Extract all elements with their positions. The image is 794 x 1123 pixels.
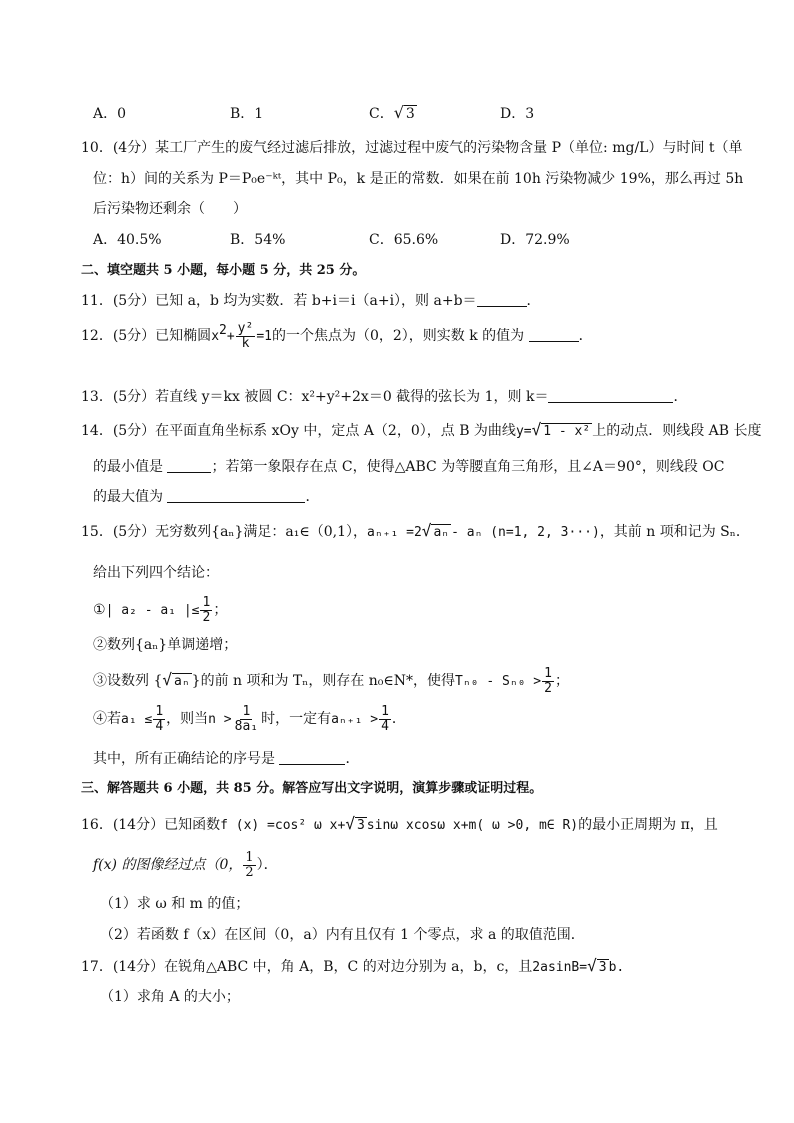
answer-blank [529,329,579,342]
q10-option-a: A．40.5% [93,232,162,248]
q14-line3: 的最大值为 ． [93,489,320,505]
q15-intro: 给出下列四个结论： [93,565,219,581]
q16-part1: （1）求 ω 和 m 的值； [100,896,250,912]
sqrt-symbol: √ 1 - x² [531,420,591,439]
fraction: $\frac{1}{2}$ [245,850,254,880]
q10-line3: 后污染物还剩余（ ） [93,201,247,217]
q10-option-d: D．72.9% [500,232,570,248]
q16-part2: （2）若函数 f（x）在区间（0，a）内有且仅有 1 个零点，求 a 的取值范围． [100,927,585,943]
q10-option-c: C．65.6% [369,232,439,248]
q9-option-a: A．0 [93,106,127,122]
answer-blank [167,490,305,503]
q15-conclusion-2: ②数列{aₙ}单调递增； [93,637,238,653]
q15-ask: 其中，所有正确结论的序号是 ． [93,751,360,767]
q17-line1: 17．(14分）在锐角△ABC 中，角 A，B，C 的对边分别为 a，b，c，且2asinB=√ 3 b. [81,956,625,975]
q10-line1: 10．(4分）某工厂产生的废气经过滤后排放，过滤过程中废气的污染物含量 P（单位: mg/L）与时间 t（单 [81,140,743,156]
q10-option-b: B．54% [230,232,286,248]
sqrt-symbol: √ 3 [393,103,415,122]
fraction: $\frac{1}{2}$ [202,595,211,625]
fraction: $\frac{1}{4}$ [155,704,164,734]
q15-conclusion-1: ①| a₂ - a₁ |≤ $\frac{1}{2}$ ； [93,595,228,625]
q16-line2: f(x) 的图像经过点（0， $\frac{1}{2}$ ）． [93,850,278,880]
answer-blank [477,294,527,307]
answer-blank [167,460,211,473]
fraction: $\frac{\text{y²}}{k}$ [237,321,254,351]
answer-blank [548,390,673,403]
q15-line1: 15．(5分）无穷数列{aₙ}满足：a₁∈（0,1），aₙ₊₁ =2√ aₙ - aₙ (n=1, 2, 3···)，其前 n 项和记为 Sₙ． [81,521,750,540]
q13: 13．(5分）若直线 y＝kx 被圆 C：x²+y²+2x＝0 截得的弦长为 1，则 k＝ ． [81,389,688,405]
q10-line2: 位：h）间的关系为 P＝P₀e⁻ᵏᵗ，其中 P₀，k 是正的常数．如果在前 10h 污染物减少 19%，那么再过 5h [93,171,744,187]
sqrt-symbol: √ 3 [345,814,365,833]
sqrt-symbol: √ 3 [587,956,607,975]
q11: 11．(5分）已知 a，b 均为实数．若 b+i＝i（a+i），则 a+b＝ ． [81,293,541,309]
q14-line2: 的最小值是 ；若第一象限存在点 C，使得△ABC 为等腰直角三角形，且∠A＝90°，则线段 OC [93,459,725,475]
q9-option-b: B．1 [230,106,264,122]
q12: 12．(5分）已知椭圆x2+ $\frac{\text{y²}}{k}$ =1的一个焦点为（0，2），则实数 k 的值为 ． [81,321,593,351]
q15-conclusion-3: ③设数列 {√ aₙ }的前 n 项和为 Tₙ，则存在 n₀∈N*，使得Tₙ₀ - Sₙ₀ > $\frac{1}{2}$ ； [93,666,569,696]
q17-part1: （1）求角 A 的大小； [100,989,240,1005]
q9-option-d: D．3 [500,106,535,122]
q15-conclusion-4: ④若a₁ ≤ $\frac{1}{4}$ ，则当n > $\frac{1}{\text{8a₁}}$ 时，一定有aₙ₊₁ > $\frac{1}{4}$ ． [93,704,406,734]
fraction: $\frac{1}{\text{8a₁}}$ [234,704,259,734]
q16-line1: 16．(14分）已知函数f (x) =cos² ω x+√ 3 sinω xcosω x+m( ω >0, m∈ R)的最小正周期为 π，且 [81,814,718,833]
q14-line1: 14．(5分）在平面直角坐标系 xOy 中，定点 A（2，0），点 B 为曲线y=√ 1 - x² 上的动点．则线段 AB 长度 [81,420,762,439]
q9-option-c: C．√ 3 [369,103,415,122]
section-2-heading: 二、填空题共 5 小题，每小题 5 分，共 25 分。 [81,263,366,278]
section-3-heading: 三、解答题共 6 小题，共 85 分。解答应写出文字说明，演算步骤或证明过程。 [81,781,543,796]
answer-blank [279,752,345,765]
fraction: $\frac{1}{2}$ [544,666,552,696]
fraction: $\frac{1}{4}$ [381,704,389,734]
sqrt-symbol: √ aₙ [162,670,190,690]
sqrt-symbol: √ aₙ [421,521,450,540]
